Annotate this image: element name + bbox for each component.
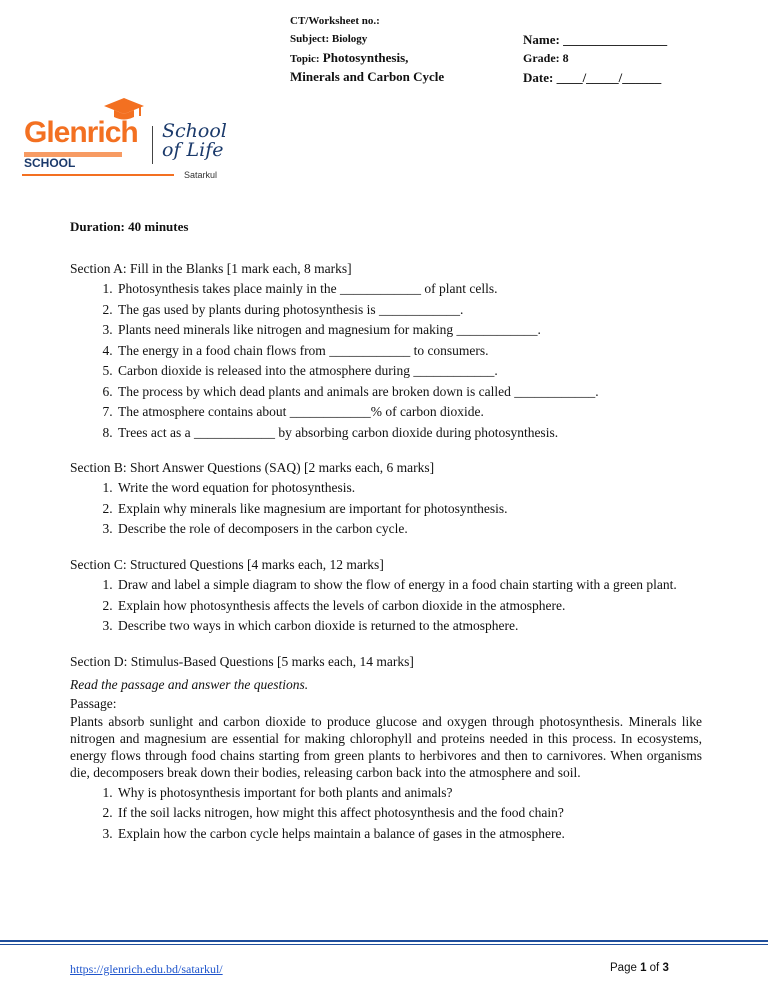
question-item: 6. The process by which dead plants and animals are broken down is called ____________. — [116, 382, 702, 403]
question-item: 3. Plants need minerals like nitrogen and magnesium for making ____________. — [116, 320, 702, 341]
section-c-title: Section C: Structured Questions [4 marks each, 12 marks] — [70, 556, 384, 572]
question-item: 8. Trees act as a ____________ by absorbing carbon dioxide during photosynthesis. — [116, 423, 702, 444]
section-b — [70, 457, 702, 540]
section-c — [70, 554, 702, 637]
section-b-questions — [70, 478, 702, 540]
question-item: 2. Explain how photosynthesis affects the levels of carbon dioxide in the atmosphere. — [116, 596, 702, 617]
section-a-title: Section A: Fill in the Blanks [1 mark each, 8 marks] — [70, 261, 352, 276]
school-website-link[interactable]: https://glenrich.edu.bd/satarkul/ — [70, 962, 223, 976]
student-info — [523, 30, 667, 87]
logo-sol-line2: of Life — [162, 139, 224, 161]
page-total: 3 — [662, 962, 669, 974]
section-d-title: Section D: Stimulus-Based Questions [5 marks each, 14 marks] — [70, 653, 414, 669]
page-prefix: Page — [610, 962, 641, 974]
logo-campus: Satarkul — [184, 170, 218, 180]
question-item: 1. Draw and label a simple diagram to show the flow of energy in a food chain starting with a green plant. — [116, 575, 702, 596]
name-field: Name: ________________ — [523, 32, 668, 47]
topic-line1: Photosynthesis, — [322, 50, 409, 65]
logo-separator — [152, 126, 153, 164]
question-item: 2. The gas used by plants during photosynthesis is ____________. — [116, 300, 702, 321]
section-a — [70, 258, 702, 443]
passage-text: Plants absorb sunlight and carbon dioxide to produce glucose and oxygen through photosynthesis. Minerals like nitrogen and magnesium are essential for making chlorophyll and proteins needed in this process. In ecosystems, energy flows through food chains starting from green plants to herbivores and then to carnivores. When organisms die, decomposers break down their bodies, releasing carbon back into the atmosphere and soil. — [70, 713, 702, 780]
topic-label: Topic: — [290, 53, 320, 65]
footer-rule-thin — [0, 944, 768, 945]
logo-school-of-life — [162, 122, 227, 160]
logo-underline — [22, 174, 174, 176]
section-d — [70, 651, 702, 845]
question-item: 4. The energy in a food chain flows from ____________ to consumers. — [116, 341, 702, 362]
question-item: 2. Explain why minerals like magnesium are important for photosynthesis. — [116, 499, 702, 520]
school-logo — [22, 94, 262, 188]
question-item: 1. Why is photosynthesis important for both plants and animals? — [116, 783, 702, 804]
question-item: 2. If the soil lacks nitrogen, how might this affect photosynthesis and the food chain? — [116, 803, 702, 824]
logo-school-text: SCHOOL — [24, 156, 76, 170]
footer-rule — [0, 940, 768, 942]
question-item: 5. Carbon dioxide is released into the atmosphere during ____________. — [116, 361, 702, 382]
section-c-questions — [70, 575, 702, 637]
subject-label: Subject: Biology — [290, 33, 368, 45]
page-of: of — [646, 962, 663, 974]
question-item: 1. Write the word equation for photosynthesis. — [116, 478, 702, 499]
topic-line2: Minerals and Carbon Cycle — [290, 69, 445, 84]
date-field: Date: ____/_____/______ — [523, 70, 662, 85]
passage-label: Passage: — [70, 695, 117, 711]
page-number — [610, 962, 669, 974]
logo-brand-text: Glenrich — [24, 116, 138, 149]
logo-sol-line1: School — [162, 120, 227, 142]
worksheet-number-label: CT/Worksheet no.: — [290, 15, 380, 27]
question-item: 1. Photosynthesis takes place mainly in the ____________ of plant cells. — [116, 279, 702, 300]
section-a-questions — [70, 279, 702, 443]
question-item: 3. Describe the role of decomposers in the carbon cycle. — [116, 519, 702, 540]
section-d-questions — [70, 783, 702, 845]
question-item: 3. Describe two ways in which carbon dioxide is returned to the atmosphere. — [116, 616, 702, 637]
worksheet-content — [70, 258, 702, 858]
question-item: 7. The atmosphere contains about ____________% of carbon dioxide. — [116, 402, 702, 423]
grade-field: Grade: 8 — [523, 51, 569, 65]
section-d-instruction: Read the passage and answer the questions. — [70, 676, 309, 692]
worksheet-header — [290, 12, 444, 85]
page-current: 1 — [640, 962, 647, 974]
duration-label: Duration: 40 minutes — [70, 219, 189, 234]
section-b-title: Section B: Short Answer Questions (SAQ) [2 marks each, 6 marks] — [70, 460, 435, 475]
topic-row — [290, 50, 444, 67]
question-item: 3. Explain how the carbon cycle helps maintain a balance of gases in the atmosphere. — [116, 824, 702, 845]
